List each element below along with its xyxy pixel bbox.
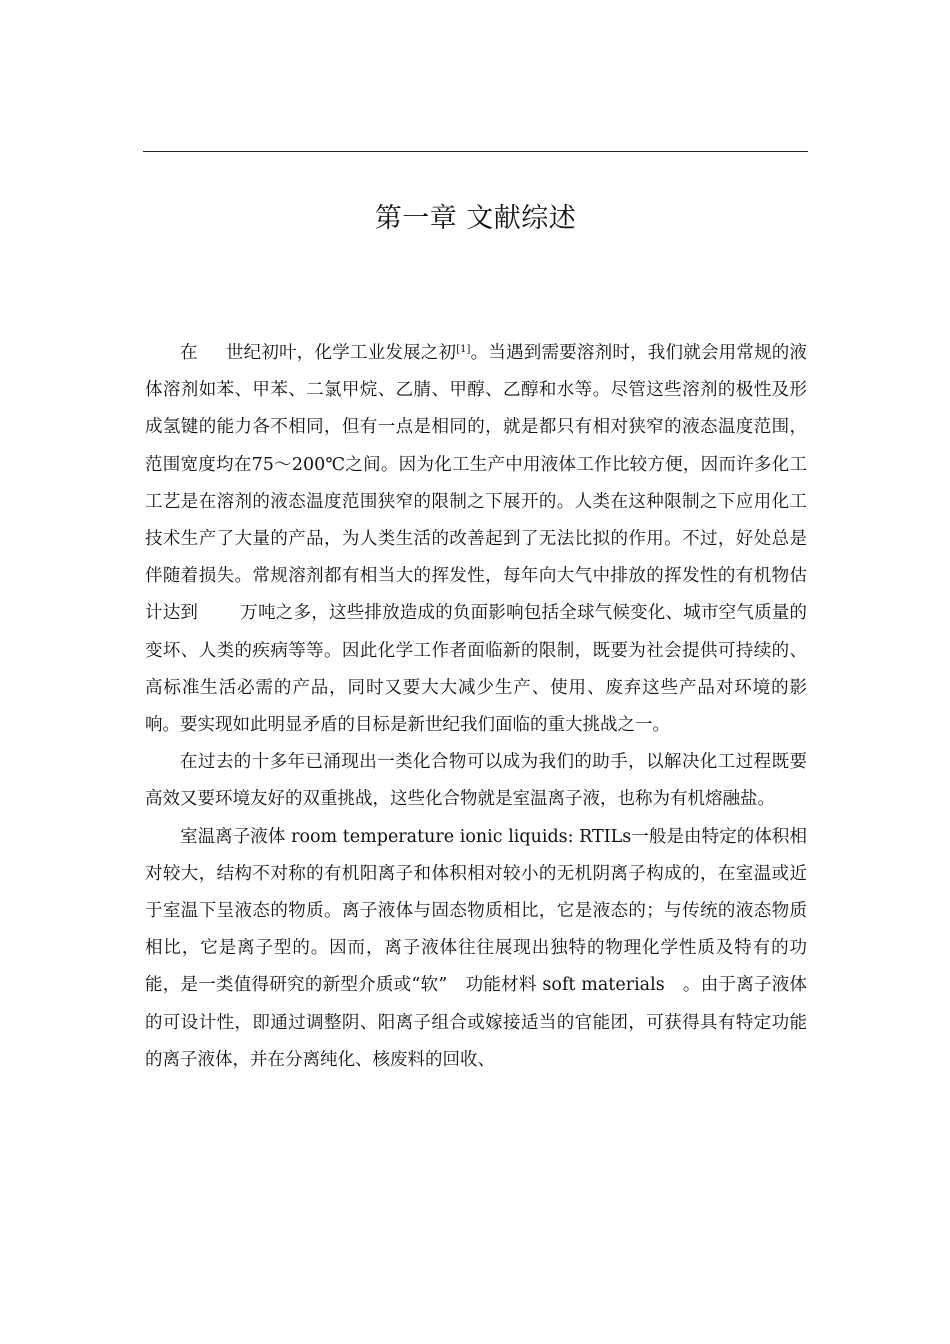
paragraph-3-part-3: 。由于离子液体的可设计性，即通过调整阴、阳离子组合或嫁接适当的官能团，可获得具有特定功能的离子液体，并在分离纯化、核废料的回收、 [145, 975, 807, 1070]
header-rule [143, 151, 808, 152]
paragraph-1-part-3: 。当遇到需要溶剂时，我们就会用常规的液体溶剂如苯、甲苯、二氯甲烷、乙腈、甲醇、乙醇和水等。尽管这些溶剂的极性及形成氢键的能力各不相同，但有一点是相同的，就是都只有相对狭窄的液态温度范围，范围宽度均在75～200℃之间。因为化工生产中用液体工作比较方便，因而许多化工工艺是在溶剂的液态温度范围狭窄的限制之下展开的。人类在这种限制之下应用化工技术生产了大量的产品，为人类生活的改善起到了无法比拟的作用。不过，好处总是伴随着损失。常规溶剂都有相当大的挥发性，每年向大气中排放的挥发性的有机物估计达到 [145, 343, 808, 624]
paragraph-3 [145, 819, 807, 1079]
paragraph-2: 在过去的十多年已涌现出一类化合物可以成为我们的助手，以解决化工过程既要高效又要环境友好的双重挑战，这些化合物就是室温离子液，也称为有机熔融盐。 [145, 752, 807, 810]
chapter-title: 第一章 文献综述 [374, 203, 577, 234]
paragraph-3-part-2: 功能材料 soft materials [465, 975, 665, 996]
paragraph-1-part-1: 在 [180, 343, 198, 363]
paragraph-1 [145, 335, 807, 744]
paragraph-1-part-4: 万吨之多，这些排放造成的负面影响包括全球气候变化、城市空气质量的变坏、人类的疾病等等。因此化学工作者面临新的限制，既要为社会提供可持续的、高标准生活必需的产品，同时又要大大减少生产、使用、废弃这些产品对环境的影响。要实现如此明显矛盾的目标是新世纪我们面临的重大挑战之一。 [145, 603, 808, 736]
citation-ref: [1] [456, 344, 471, 355]
body-text [145, 335, 807, 1079]
paragraph-1-part-2: 世纪初叶，化学工业发展之初 [225, 343, 457, 363]
paragraph-3-part-1: 室温离子液体 room temperature ionic liquids: RTILs一般是由特定的体积相对较大，结构不对称的有机阳离子和体积相对较小的无机阴离子构成的，在室温或近于室温下呈液态的物质。离子液体与固态物质相比，它是液态的；与传统的液态物质相比，它是离子型的。因而，离子液体往往展现出独特的物理化学性质及特有的功能，是一类值得研究的新型介质或“软” [145, 826, 807, 996]
